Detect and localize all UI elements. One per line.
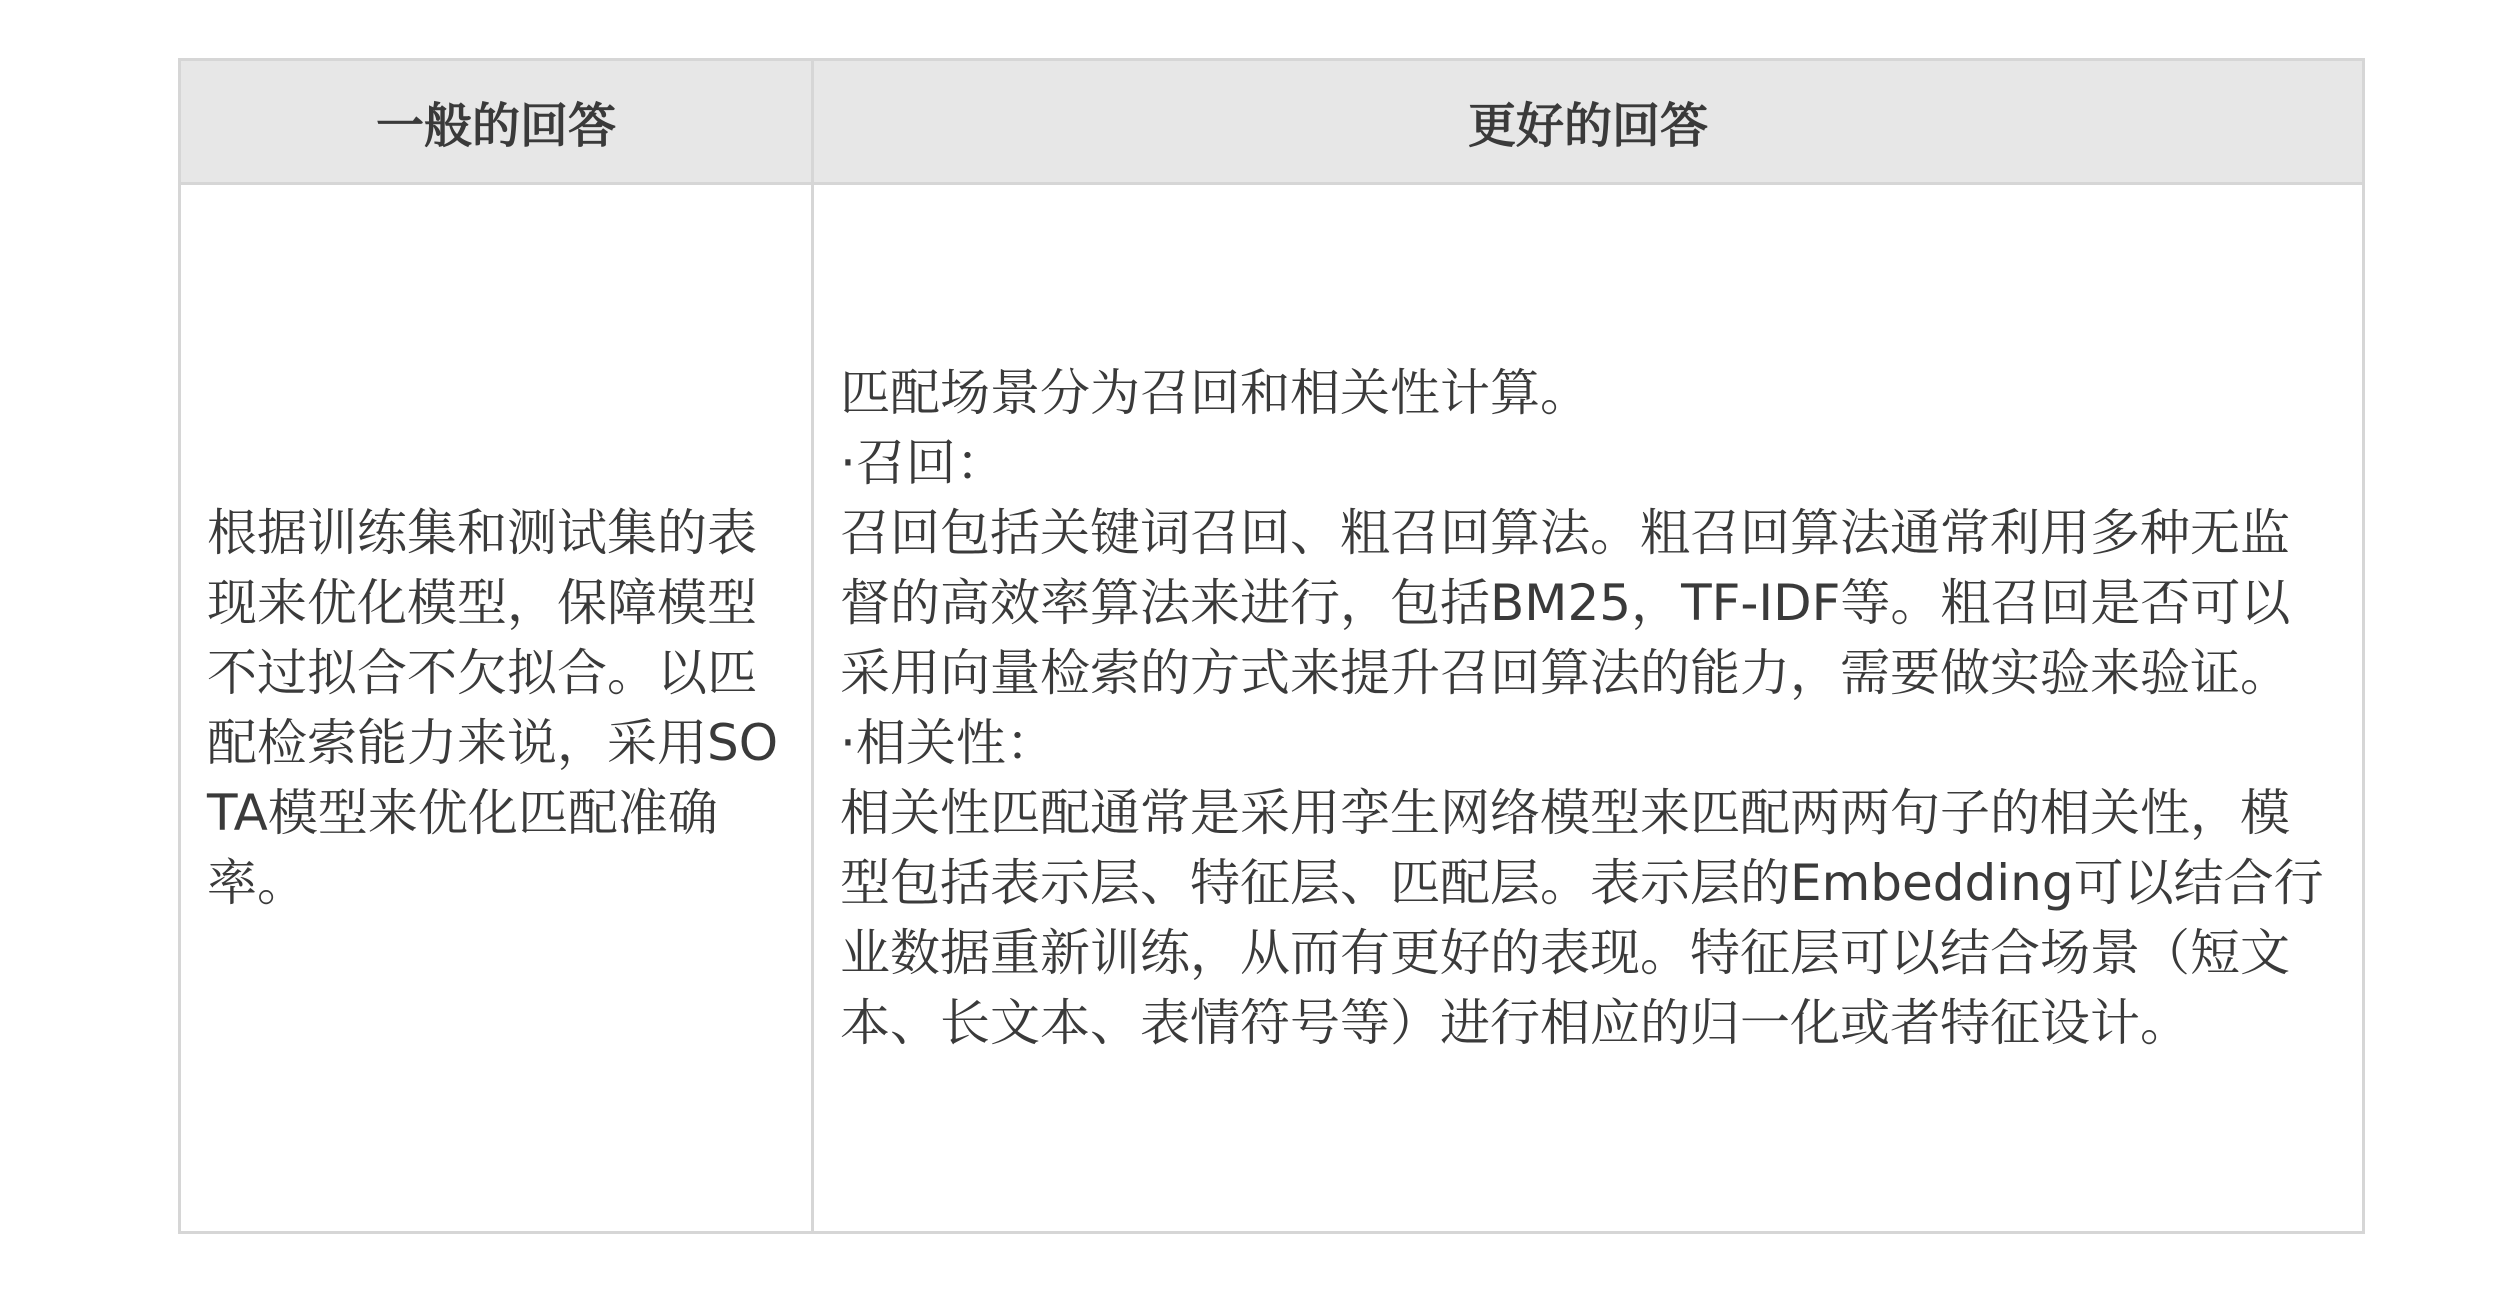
header-general-answer: 一般的回答 [180,60,813,184]
comparison-table [178,58,2365,1234]
table-header-row [180,60,2364,184]
table-row [180,184,2364,1233]
header-better-answer: 更好的回答 [813,60,2364,184]
better-answer-text: 匹配场景分为召回和相关性计算。 ·召回： 召回包括关键词召回、粗召回算法。粗召回算法通常利用多种无监 督的高效率算法来进行，包括BM25，TF-IDF等。粗召回是否可以 采用向量检索的方式来提升召回算法的能力，需要做实验来验证。 ·相关性： 相关性匹配通常是采用孪生网络模型来匹配两两句子的相关性，模型包括表示层、特征层、匹配层。表示层的Embedding可以结合行业数据重新训练，从而有更好的表现。特征层可以结合场景（短文本、长文本、表情符号等）进行相应的归一化或者特征设计。 [840,364,2324,1052]
better-answer-cell [813,184,2364,1233]
general-answer-cell [180,184,813,1233]
general-answer-text: 根据训练集和测试集的表现来优化模型，保障模型不过拟合不欠拟合。以匹配检索能力来说，采用SOTA模型来优化匹配准确率。 [207,504,779,912]
